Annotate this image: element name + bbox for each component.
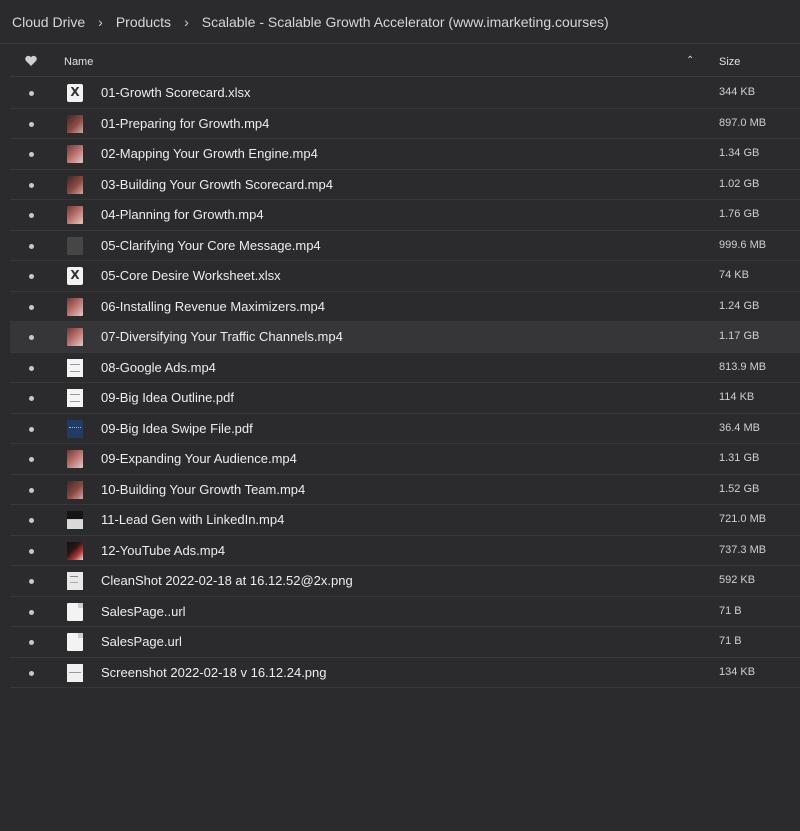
favorite-dot-icon[interactable]: [29, 335, 34, 340]
file-size: 36.4 MB: [719, 421, 760, 434]
breadcrumb-item-products[interactable]: Products: [115, 13, 172, 30]
breadcrumb-item-cloud-drive[interactable]: Cloud Drive: [12, 13, 86, 30]
favorite-dot-icon[interactable]: [29, 488, 34, 493]
file-thumbnail-icon: [67, 481, 83, 499]
file-name[interactable]: CleanShot 2022-02-18 at 16.12.52@2x.png: [101, 573, 353, 588]
file-name[interactable]: SalesPage.url: [101, 634, 182, 649]
file-size: 74 KB: [719, 269, 749, 281]
column-header-size[interactable]: Size: [719, 56, 741, 68]
file-name[interactable]: 05-Core Desire Worksheet.xlsx: [101, 268, 281, 283]
file-name[interactable]: 05-Clarifying Your Core Message.mp4: [101, 237, 321, 253]
file-thumbnail-icon: [67, 267, 83, 285]
favorite-dot-icon[interactable]: [29, 610, 34, 615]
favorite-dot-icon[interactable]: [29, 183, 34, 188]
file-thumbnail-icon: [67, 450, 83, 468]
file-row[interactable]: [10, 231, 800, 262]
file-thumbnail-icon: [67, 298, 83, 316]
file-size: 134 KB: [719, 665, 756, 678]
file-row[interactable]: [10, 566, 800, 597]
file-row[interactable]: [10, 200, 800, 231]
file-name[interactable]: 03-Building Your Growth Scorecard.mp4: [101, 176, 333, 192]
file-row[interactable]: [10, 383, 800, 414]
file-size: 71 B: [719, 604, 742, 617]
file-size: 114 KB: [719, 391, 755, 403]
file-thumbnail-icon: [67, 84, 83, 102]
file-name[interactable]: 02-Mapping Your Growth Engine.mp4: [101, 146, 318, 161]
favorite-dot-icon[interactable]: [29, 396, 34, 401]
file-name[interactable]: 01-Preparing for Growth.mp4: [101, 115, 270, 131]
file-row[interactable]: [10, 444, 800, 475]
file-size: 592 KB: [719, 574, 756, 586]
file-row[interactable]: [10, 78, 800, 109]
chevron-right-icon: ›: [98, 13, 103, 30]
file-row[interactable]: [10, 627, 800, 658]
favorite-dot-icon[interactable]: [29, 244, 34, 249]
file-row[interactable]: [10, 353, 800, 384]
file-thumbnail-icon: [67, 511, 83, 529]
file-thumbnail-icon: [67, 572, 83, 590]
favorite-dot-icon[interactable]: [29, 366, 34, 371]
file-size: 1.24 GB: [719, 299, 760, 312]
file-thumbnail-icon: [67, 115, 83, 133]
file-size: 71 B: [719, 635, 742, 647]
file-size: 1.02 GB: [719, 177, 760, 190]
file-thumbnail-icon: [67, 176, 83, 194]
breadcrumb-item-current-folder[interactable]: Scalable - Scalable Growth Accelerator (www.imarketing.courses): [201, 13, 609, 30]
file-size: 813.9 MB: [719, 360, 767, 373]
file-row[interactable]: [10, 322, 800, 353]
favorite-dot-icon[interactable]: [29, 213, 34, 218]
file-row[interactable]: [10, 505, 800, 536]
file-size: 737.3 MB: [719, 543, 767, 556]
file-thumbnail-icon: [67, 328, 83, 346]
favorite-dot-icon[interactable]: [29, 91, 34, 96]
file-thumbnail-icon: [67, 603, 83, 621]
file-thumbnail-icon: [67, 145, 83, 163]
favorite-dot-icon[interactable]: [29, 427, 34, 432]
file-size: 1.34 GB: [719, 147, 760, 159]
file-name[interactable]: Screenshot 2022-02-18 v 16.12.24.png: [101, 664, 327, 680]
file-name[interactable]: SalesPage..url: [101, 603, 186, 619]
file-name[interactable]: 01-Growth Scorecard.xlsx: [101, 85, 251, 100]
file-row[interactable]: [10, 658, 800, 689]
file-name[interactable]: 09-Expanding Your Audience.mp4: [101, 451, 297, 466]
favorite-dot-icon[interactable]: [29, 457, 34, 462]
file-name[interactable]: 08-Google Ads.mp4: [101, 359, 216, 375]
file-name[interactable]: 10-Building Your Growth Team.mp4: [101, 481, 306, 497]
file-row[interactable]: [10, 536, 800, 567]
file-size: 1.17 GB: [719, 330, 760, 342]
favorite-dot-icon[interactable]: [29, 122, 34, 127]
file-list-header: [10, 49, 800, 77]
file-name[interactable]: 12-YouTube Ads.mp4: [101, 542, 226, 558]
file-row[interactable]: [10, 261, 800, 292]
file-thumbnail-icon: [67, 206, 83, 224]
file-size: 1.52 GB: [719, 482, 760, 495]
file-size: 999.6 MB: [719, 238, 767, 251]
file-size: 721.0 MB: [719, 513, 767, 525]
favorite-dot-icon[interactable]: [29, 549, 34, 554]
file-thumbnail-icon: [67, 237, 83, 255]
breadcrumb: [0, 0, 800, 44]
file-size: 344 KB: [719, 86, 756, 98]
chevron-right-icon: ›: [184, 13, 189, 30]
file-row[interactable]: [10, 170, 800, 201]
file-list: [10, 78, 800, 688]
file-row[interactable]: [10, 414, 800, 445]
sort-ascending-icon[interactable]: ⌃: [686, 55, 695, 66]
file-size: 1.76 GB: [719, 208, 760, 220]
file-thumbnail-icon: [67, 542, 83, 560]
file-name[interactable]: 06-Installing Revenue Maximizers.mp4: [101, 298, 325, 314]
file-thumbnail-icon: [67, 633, 83, 651]
favorite-dot-icon[interactable]: [29, 152, 34, 157]
file-name[interactable]: 09-Big Idea Outline.pdf: [101, 390, 234, 405]
favorite-dot-icon[interactable]: [29, 518, 34, 523]
file-thumbnail-icon: [67, 389, 83, 407]
file-size: 1.31 GB: [719, 452, 760, 464]
file-size: 897.0 MB: [719, 116, 767, 129]
favorite-dot-icon[interactable]: [29, 274, 34, 279]
favorite-dot-icon[interactable]: [29, 640, 34, 645]
file-thumbnail-icon: [67, 664, 83, 682]
file-row[interactable]: [10, 139, 800, 170]
file-row[interactable]: [10, 109, 800, 140]
favorite-dot-icon[interactable]: [29, 579, 34, 584]
file-row[interactable]: [10, 292, 800, 323]
heart-icon[interactable]: [24, 54, 38, 68]
favorite-dot-icon[interactable]: [29, 671, 34, 676]
file-name[interactable]: 07-Diversifying Your Traffic Channels.mp4: [101, 329, 343, 344]
file-name[interactable]: 09-Big Idea Swipe File.pdf: [101, 420, 253, 436]
favorite-dot-icon[interactable]: [29, 305, 34, 310]
file-thumbnail-icon: [67, 420, 83, 438]
column-header-name[interactable]: Name: [64, 56, 94, 68]
file-name[interactable]: 04-Planning for Growth.mp4: [101, 207, 264, 222]
file-thumbnail-icon: [67, 359, 83, 377]
file-name[interactable]: 11-Lead Gen with LinkedIn.mp4: [101, 512, 285, 527]
file-row[interactable]: [10, 475, 800, 506]
file-row[interactable]: [10, 597, 800, 628]
